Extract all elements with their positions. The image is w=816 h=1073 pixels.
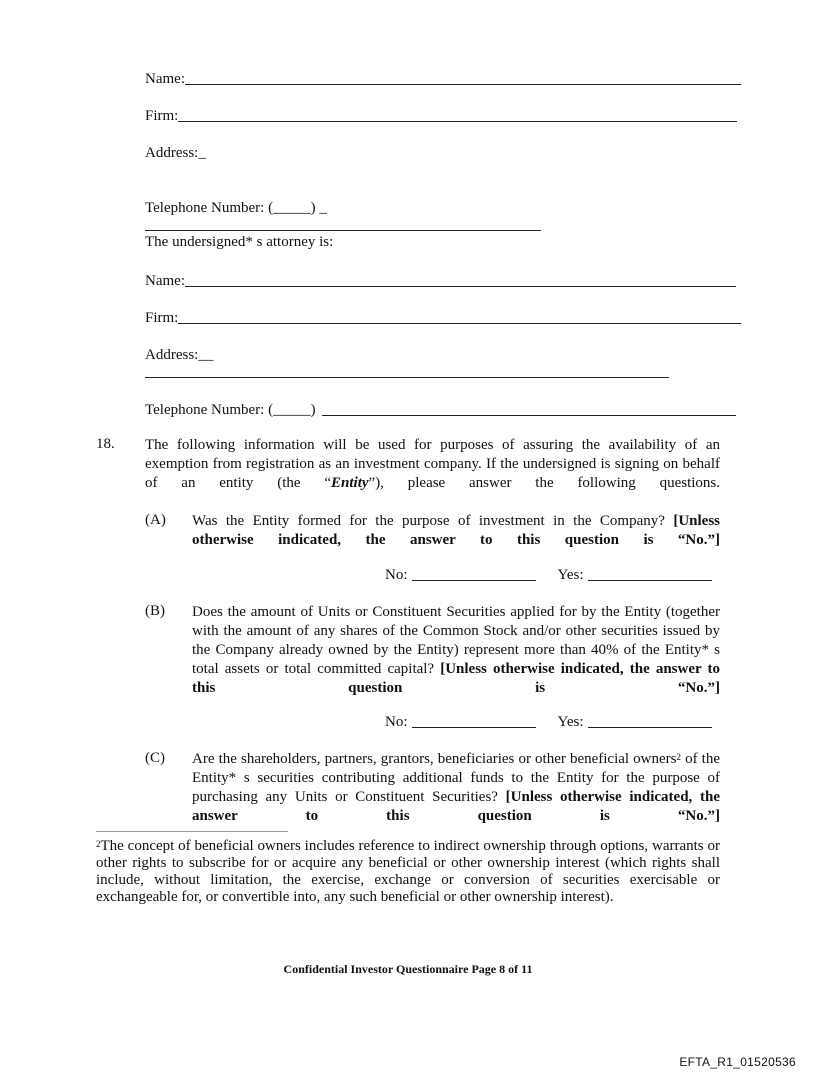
attorney-name-field[interactable] xyxy=(145,270,736,290)
attorney-telephone-label: Telephone Number: (_____) xyxy=(145,402,316,418)
attorney-address-field[interactable] xyxy=(145,344,445,364)
section-18-intro xyxy=(145,436,720,512)
attorney-firm-line[interactable] xyxy=(178,309,741,324)
question-b-no-label: No: xyxy=(385,714,408,730)
question-b-text xyxy=(192,603,720,717)
name-field[interactable] xyxy=(145,68,741,88)
footnote-separator xyxy=(96,831,288,832)
attorney-firm-field[interactable] xyxy=(145,307,741,327)
question-a-body: Was the Entity formed for the purpose of investment in the Company? xyxy=(192,513,674,529)
name-label: Name: xyxy=(145,71,185,87)
question-b-label: (B) xyxy=(145,603,165,619)
question-b-body: Does the amount of Units or Constituent Securities applied for by the Entity (together with the amount of any shares of the Common Stock and/or other securities issued by the Company already owned by the Entity) represent more than 40% of the Entity* s total assets or total committed capital? xyxy=(192,604,720,677)
attorney-address-label: Address:__ xyxy=(145,347,214,363)
firm-label: Firm: xyxy=(145,108,179,124)
question-b-yes-blank[interactable] xyxy=(588,713,712,728)
telephone-label: Telephone Number: (_____) _ xyxy=(145,200,327,216)
question-a-no-label: No: xyxy=(385,567,408,583)
address-field[interactable] xyxy=(145,142,445,162)
question-a-yes-blank[interactable] xyxy=(588,566,712,581)
section-18-intro-part2: ”), please answer the following questions. xyxy=(368,475,720,491)
footnote-text: The concept of beneficial owners includes reference to indirect ownership through options, warrants or other rights to subscribe for or acquire any beneficial or other ownership interest (which rights shall include, without limitation, the exercise, exchange or conversion of securities exercisable or exchangeable for, or convertible into, any such beneficial or other ownership interest). xyxy=(96,838,720,905)
question-b-yes-label: Yes: xyxy=(557,714,584,730)
question-b-answers xyxy=(385,713,712,731)
question-b-default: [Unless otherwise indicated, the answer to this question is “No.”] xyxy=(192,661,720,696)
question-c-default: [Unless otherwise indicated, the answer to this question is “No.”] xyxy=(192,789,720,824)
attorney-name-line[interactable] xyxy=(185,272,736,287)
footnote-ref: 2 xyxy=(676,752,681,762)
attorney-telephone-field[interactable] xyxy=(145,399,736,419)
page-footer: Confidential Investor Questionnaire Page 8 of 11 xyxy=(283,962,533,976)
question-b-no-blank[interactable] xyxy=(412,713,536,728)
firm-field[interactable] xyxy=(145,105,737,125)
question-a-yes-label: Yes: xyxy=(557,567,584,583)
question-a-label: (A) xyxy=(145,512,166,528)
bates-number: EFTA_R1_01520536 xyxy=(679,1055,796,1069)
telephone-line[interactable] xyxy=(145,230,541,231)
firm-line[interactable] xyxy=(178,107,737,122)
address-label: Address: xyxy=(145,145,199,161)
question-a-answers xyxy=(385,566,712,584)
question-a-text xyxy=(192,512,720,569)
attorney-telephone-line[interactable] xyxy=(322,401,736,416)
footnote-marker: 2 xyxy=(96,839,101,849)
telephone-field[interactable] xyxy=(145,197,445,217)
address-underscore: _ xyxy=(198,145,206,161)
attorney-firm-label: Firm: xyxy=(145,310,179,326)
attorney-address-line[interactable] xyxy=(145,377,669,378)
question-c-label: (C) xyxy=(145,750,165,766)
attorney-intro: The undersigned* s attorney is: xyxy=(145,234,334,250)
section-number: 18. xyxy=(96,436,115,452)
question-a-no-blank[interactable] xyxy=(412,566,536,581)
question-a-default: [Unless otherwise indicated, the answer to this question is “No.”] xyxy=(192,513,720,548)
name-line[interactable] xyxy=(185,70,741,85)
attorney-name-label: Name: xyxy=(145,273,185,289)
footnote xyxy=(96,838,720,906)
question-c-body-part2: of the Entity* s securities contributing additional funds to the Entity for the purpose of purchasing any Units or Constituent Securities? xyxy=(192,751,720,805)
entity-term: Entity xyxy=(331,475,369,491)
section-18-intro-part1: The following information will be used for purposes of assuring the availability of an exemption from registration as an investment company. If the undersigned is signing on behalf of an entity (the “ xyxy=(145,437,720,491)
question-c-body-part1: Are the shareholders, partners, grantors, beneficiaries or other beneficial owners xyxy=(192,751,677,767)
